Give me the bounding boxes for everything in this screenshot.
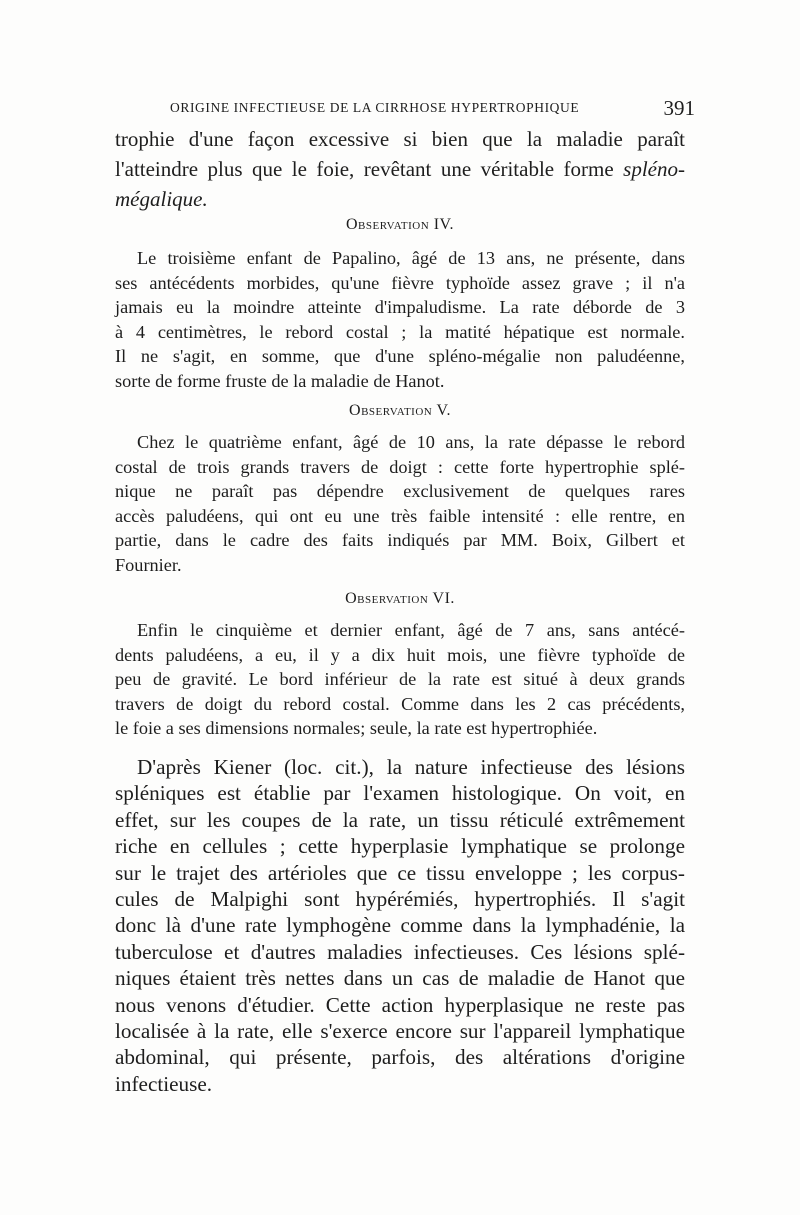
text-line: spléniques est établie par l'examen histologique. On voit, en [115, 781, 685, 806]
text-line: à 4 centimètres, le rebord costal ; la matité hépatique est normale. [115, 321, 685, 342]
text-fragment: l'atteindre plus que le foie, revêtant une véritable forme [115, 157, 614, 181]
text-line: abdominal, qui présente, parfois, des altérations d'origine [115, 1045, 685, 1070]
text-line: sorte de forme fruste de la maladie de Hanot. [115, 370, 445, 391]
text-line: donc là d'une rate lymphogène comme dans la lymphadénie, la [115, 913, 685, 938]
text-line: dents paludéens, a eu, il y a dix huit mois, une fièvre typhoïde de [115, 644, 685, 665]
text-line: tuberculose et d'autres maladies infectieuses. Ces lésions splé- [115, 939, 685, 964]
text-line: travers de doigt du rebord costal. Comme dans les 2 cas précédents, [115, 693, 685, 714]
text-line: effet, sur les coupes de la rate, un tissu réticulé extrêmement [115, 807, 685, 832]
text-line [115, 184, 685, 214]
text-line: partie, dans le cadre des faits indiqués par MM. Boix, Gilbert et [115, 530, 685, 551]
discussion-paragraph [115, 754, 685, 1097]
text-line: le foie a ses dimensions normales; seule, la rate est hypertrophiée. [115, 718, 598, 739]
text-line: Enfin le cinquième et dernier enfant, âgé de 7 ans, sans antécé- [137, 620, 685, 640]
text-line: infectieuse. [115, 1071, 213, 1096]
text-line: Il ne s'agit, en somme, que d'une spléno-mégalie non paludéenne, [115, 346, 685, 367]
observation-5-heading: Observation V. [349, 402, 451, 419]
running-head: ORIGINE INFECTIEUSE DE LA CIRRHOSE HYPERTROPHIQUE [170, 100, 580, 115]
italic-term: spléno- [623, 157, 685, 181]
text-line: costal de trois grands travers de doigt : cette forte hypertrophie splé- [115, 456, 685, 477]
text-line: accès paludéens, qui ont eu une très faible intensité : elle rentre, en [115, 505, 685, 526]
text-line: niques étaient très nettes dans un cas de maladie de Hanot que [115, 966, 685, 991]
page-header [115, 98, 695, 122]
text-line: trophie d'une façon excessive si bien que la maladie paraît [115, 127, 685, 151]
text-line [115, 154, 685, 184]
text-line: Fournier. [115, 554, 182, 575]
observation-5-paragraph [115, 430, 685, 578]
text-line: nous venons d'étudier. Cette action hyperplasique ne reste pas [115, 992, 685, 1017]
text-line: localisée à la rate, elle s'exerce encore sur l'appareil lymphatique [115, 1019, 685, 1044]
italic-term: mégalique. [115, 187, 208, 211]
text-line: cules de Malpighi sont hypérémiés, hypertrophiés. Il s'agit [115, 887, 685, 912]
text-line: peu de gravité. Le bord inférieur de la rate est situé à deux grands [115, 669, 685, 690]
page-number: 391 [663, 96, 695, 120]
text-line: D'après Kiener (loc. cit.), la nature infectieuse des lésions [137, 755, 685, 779]
observation-4-paragraph [115, 246, 685, 394]
text-line: nique ne paraît pas dépendre exclusivement de quelques rares [115, 481, 685, 502]
observation-6-paragraph [115, 618, 685, 741]
text-line: Le troisième enfant de Papalino, âgé de 13 ans, ne présente, dans [137, 248, 685, 268]
text-line: Chez le quatrième enfant, âgé de 10 ans, la rate dépasse le rebord [137, 432, 685, 452]
text-line: sur le trajet des artérioles que ce tissu enveloppe ; les corpus- [115, 860, 685, 885]
text-line: jamais eu la moindre atteinte d'impaludisme. La rate déborde de 3 [115, 297, 685, 318]
intro-paragraph [115, 124, 685, 214]
observation-4-heading: Observation IV. [345, 216, 455, 233]
observation-6-heading: Observation VI. [345, 590, 455, 607]
text-line: riche en cellules ; cette hyperplasie lymphatique se prolonge [115, 834, 685, 859]
text-line: ses antécédents morbides, qu'une fièvre typhoïde assez grave ; il n'a [115, 272, 685, 293]
